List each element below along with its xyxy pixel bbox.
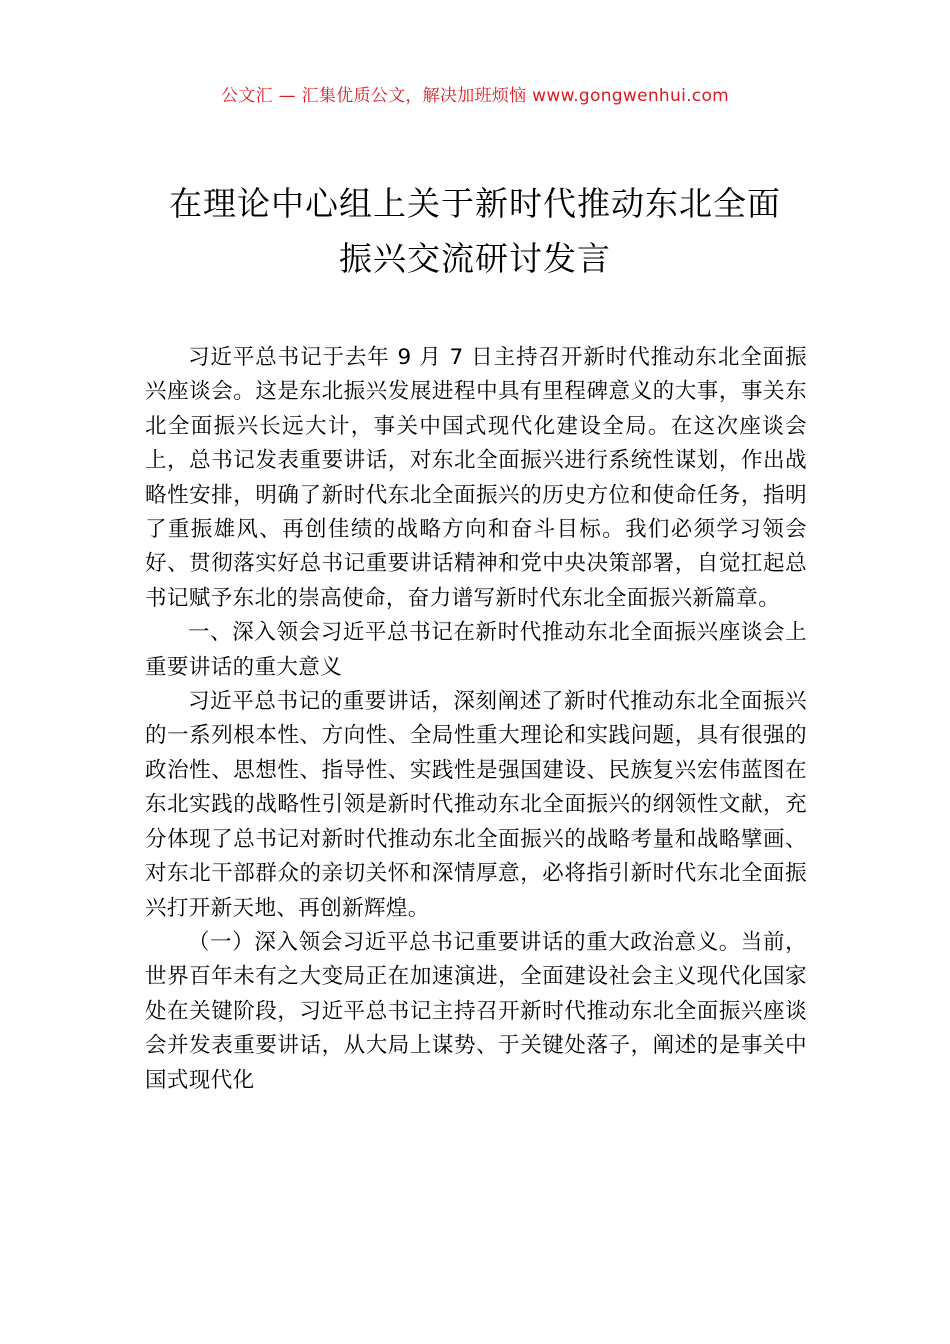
paragraph-political-significance: （一）深入领会习近平总书记重要讲话的重大政治意义。当前，世界百年未有之大变局正在加速演进，全面建设社会主义现代化国家处在关键阶段，习近平总书记主持召开新时代推动东北全面振兴座谈会并发表重要讲话，从大局上谋势、于关键处落子，阐述的是事关中国式现代化 bbox=[145, 929, 807, 1093]
title-line-1: 在理论中心组上关于新时代推动东北全面 bbox=[169, 184, 781, 223]
title-line-2: 振兴交流研讨发言 bbox=[339, 239, 611, 278]
paragraph-intro: 习近平总书记于去年 9 月 7 日主持召开新时代推动东北全面振兴座谈会。这是东北振兴发展进程中具有里程碑意义的大事，事关东北全面振兴长远大计，事关中国式现代化建设全局。在这次座谈会上，总书记发表重要讲话，对东北全面振兴进行系统性谋划，作出战略性安排，明确了新时代东北全面振兴的历史方位和使命任务，指明了重振雄风、再创佳绩的战略方向和奋斗目标。我们必须学习领会好、贯彻落实好总书记重要讲话精神和党中央决策部署，自觉扛起总书记赋予东北的崇高使命，奋力谱写新时代东北全面振兴新篇章。 bbox=[145, 345, 807, 611]
document-title bbox=[100, 176, 850, 286]
paragraph-significance: 习近平总书记的重要讲话，深刻阐述了新时代推动东北全面振兴的一系列根本性、方向性、全局性重大理论和实践问题，具有很强的政治性、思想性、指导性、实践性是强国建设、民族复兴宏伟蓝图在东北实践的战略性引领是新时代推动东北全面振兴的纲领性文献，充分体现了总书记对新时代推动东北全面振兴的战略考量和战略擘画、对东北干部群众的亲切关怀和深情厚意，必将指引新时代东北全面振兴打开新天地、再创新辉煌。 bbox=[145, 689, 807, 921]
section-heading-1: 一、深入领会习近平总书记在新时代推动东北全面振兴座谈会上重要讲话的重大意义 bbox=[145, 620, 807, 680]
header-banner[interactable]: 公文汇 — 汇集优质公文，解决加班烦恼 www.gongwenhui.com bbox=[220, 86, 730, 106]
document-body bbox=[145, 341, 807, 1098]
